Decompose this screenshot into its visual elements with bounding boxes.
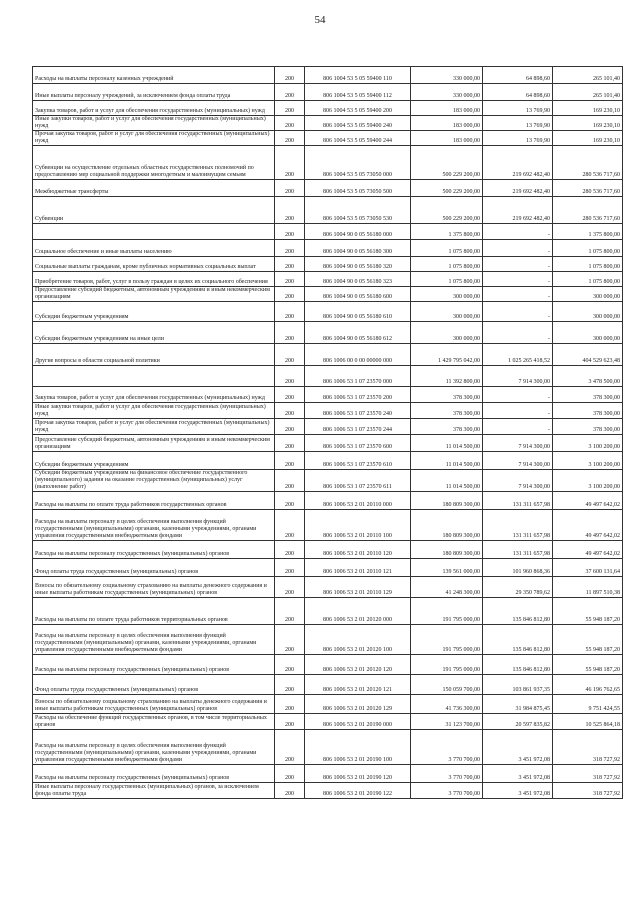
row-classification-cell: 806 1004 90 0 05 56180 323: [305, 272, 411, 287]
row-remaining-cell: 280 536 717,60: [553, 180, 623, 197]
row-executed-cell: 13 769,90: [483, 101, 553, 116]
table-row: [33, 541, 623, 559]
table-row: [33, 695, 623, 714]
table-row: [33, 655, 623, 675]
row-classification-cell: 806 1004 53 5 05 73050 530: [305, 197, 411, 224]
row-code-cell: 200: [275, 541, 305, 559]
row-remaining-cell: 169 230,10: [553, 116, 623, 131]
row-classification-cell: 806 1006 53 1 07 23570 244: [305, 419, 411, 435]
row-name-cell: Расходы на выплаты персоналу в целях обеспечения выполнения функций государственными (муниципальными) органами, казенными учреждениями, органами управления государственными внебюджетными фондами: [33, 510, 275, 541]
row-classification-cell: 806 1004 90 0 05 56180 600: [305, 287, 411, 302]
row-name-cell: Взносы по обязательному социальному страхованию на выплаты денежного содержания и иные выплаты работникам государственных (муниципальных) органов: [33, 695, 275, 714]
row-remaining-cell: 46 196 762,65: [553, 675, 623, 695]
row-classification-cell: 806 1004 53 5 05 59400 110: [305, 67, 411, 84]
row-name-cell: [33, 224, 275, 240]
row-classification-cell: 806 1006 53 2 01 20110 100: [305, 510, 411, 541]
row-executed-cell: 3 451 972,08: [483, 765, 553, 783]
table-row: [33, 730, 623, 765]
row-name-cell: [33, 366, 275, 387]
table-row: [33, 675, 623, 695]
row-name-cell: Закупка товаров, работ и услуг для обеспечения государственных (муниципальных) нужд: [33, 101, 275, 116]
row-code-cell: 200: [275, 197, 305, 224]
row-code-cell: 200: [275, 344, 305, 366]
table-row: [33, 435, 623, 452]
row-executed-cell: 13 769,90: [483, 116, 553, 131]
row-classification-cell: 806 1006 53 2 01 20120 129: [305, 695, 411, 714]
row-name-cell: Субвенции на осуществление отдельных областных государственных полномочий по предоставлению мер социальной поддержки многодетным и малоимущим семьям: [33, 146, 275, 180]
row-classification-cell: 806 1006 53 2 01 20190 120: [305, 765, 411, 783]
row-remaining-cell: 3 478 500,00: [553, 366, 623, 387]
row-code-cell: 200: [275, 322, 305, 344]
row-approved-cell: 191 795 000,00: [411, 598, 483, 625]
row-executed-cell: 131 311 657,98: [483, 510, 553, 541]
table-row: [33, 84, 623, 101]
row-remaining-cell: 378 300,00: [553, 403, 623, 419]
row-code-cell: 200: [275, 675, 305, 695]
row-code-cell: 200: [275, 783, 305, 799]
row-approved-cell: 378 300,00: [411, 387, 483, 403]
table-row: [33, 452, 623, 470]
row-code-cell: 200: [275, 224, 305, 240]
row-classification-cell: 806 1006 53 2 01 20120 000: [305, 598, 411, 625]
row-remaining-cell: 55 948 187,20: [553, 655, 623, 675]
row-code-cell: 200: [275, 419, 305, 435]
row-executed-cell: 135 846 812,80: [483, 655, 553, 675]
row-code-cell: 200: [275, 366, 305, 387]
row-approved-cell: 500 229 200,00: [411, 197, 483, 224]
row-remaining-cell: 280 536 717,60: [553, 197, 623, 224]
row-code-cell: 200: [275, 695, 305, 714]
row-name-cell: Прочая закупка товаров, работ и услуг для обеспечения государственных (муниципальных) нужд: [33, 131, 275, 146]
table-row: [33, 197, 623, 224]
row-classification-cell: 806 1006 53 2 01 20110 000: [305, 492, 411, 510]
row-executed-cell: 219 692 482,40: [483, 180, 553, 197]
row-executed-cell: 219 692 482,40: [483, 146, 553, 180]
row-approved-cell: 150 059 700,00: [411, 675, 483, 695]
row-code-cell: 200: [275, 655, 305, 675]
row-approved-cell: 183 000,00: [411, 131, 483, 146]
row-classification-cell: 806 1006 53 2 01 20110 121: [305, 559, 411, 577]
row-code-cell: 200: [275, 287, 305, 302]
row-executed-cell: -: [483, 287, 553, 302]
row-name-cell: Взносы по обязательному социальному страхованию на выплаты денежного содержания и иные выплаты работникам государственных (муниципальных) органов: [33, 577, 275, 598]
row-classification-cell: 806 1004 53 5 05 73050 500: [305, 180, 411, 197]
row-approved-cell: 180 809 300,00: [411, 541, 483, 559]
row-code-cell: 200: [275, 101, 305, 116]
row-code-cell: 200: [275, 387, 305, 403]
row-executed-cell: 20 597 835,82: [483, 714, 553, 730]
table-row: [33, 559, 623, 577]
row-name-cell: Субсидии бюджетным учреждениям на финансовое обеспечение государственного (муниципального) задания на оказание государственных (муниципальных) услуг (выполнение работ): [33, 470, 275, 492]
row-classification-cell: 806 1006 53 2 01 20110 120: [305, 541, 411, 559]
row-classification-cell: 806 1006 00 0 00 00000 000: [305, 344, 411, 366]
row-classification-cell: 806 1004 53 5 05 59400 200: [305, 101, 411, 116]
row-executed-cell: -: [483, 240, 553, 257]
row-name-cell: Закупка товаров, работ и услуг для обеспечения государственных (муниципальных) нужд: [33, 387, 275, 403]
table-row: [33, 257, 623, 272]
row-code-cell: 200: [275, 510, 305, 541]
row-name-cell: Расходы на выплаты персоналу государственных (муниципальных) органов: [33, 655, 275, 675]
row-code-cell: 200: [275, 435, 305, 452]
row-code-cell: 200: [275, 146, 305, 180]
row-name-cell: Расходы на выплаты по оплате труда работников государственных органов: [33, 492, 275, 510]
row-executed-cell: 1 025 265 418,52: [483, 344, 553, 366]
row-remaining-cell: 300 000,00: [553, 302, 623, 322]
table-row: [33, 783, 623, 799]
row-code-cell: 200: [275, 84, 305, 101]
row-code-cell: 200: [275, 116, 305, 131]
row-classification-cell: 806 1006 53 2 01 20120 121: [305, 675, 411, 695]
row-name-cell: Субвенции: [33, 197, 275, 224]
row-approved-cell: 3 770 700,00: [411, 765, 483, 783]
table-row: [33, 67, 623, 84]
row-approved-cell: 139 561 000,00: [411, 559, 483, 577]
row-executed-cell: 64 898,60: [483, 84, 553, 101]
row-code-cell: 200: [275, 67, 305, 84]
row-classification-cell: 806 1006 53 1 07 23570 600: [305, 435, 411, 452]
row-classification-cell: 806 1006 53 2 01 20120 120: [305, 655, 411, 675]
row-name-cell: Предоставление субсидий бюджетным, автономным учреждениям и иным некоммерческим организациям: [33, 435, 275, 452]
table-row: [33, 322, 623, 344]
table-row: [33, 714, 623, 730]
row-code-cell: 200: [275, 492, 305, 510]
row-name-cell: Расходы на выплаты персоналу в целях обеспечения выполнения функций государственными (муниципальными) органами, казенными учреждениями, органами управления государственными внебюджетными фондами: [33, 730, 275, 765]
row-executed-cell: -: [483, 302, 553, 322]
table-row: [33, 403, 623, 419]
row-remaining-cell: 318 727,92: [553, 765, 623, 783]
row-classification-cell: 806 1004 90 0 05 56180 612: [305, 322, 411, 344]
row-remaining-cell: 49 497 642,02: [553, 492, 623, 510]
row-code-cell: 200: [275, 452, 305, 470]
row-approved-cell: 183 000,00: [411, 116, 483, 131]
table-row: [33, 492, 623, 510]
row-executed-cell: 219 692 482,40: [483, 197, 553, 224]
row-remaining-cell: 1 375 800,00: [553, 224, 623, 240]
row-executed-cell: -: [483, 224, 553, 240]
row-code-cell: 200: [275, 403, 305, 419]
row-name-cell: Иные выплаты персоналу государственных (муниципальных) органов, за исключением фонда оплаты труда: [33, 783, 275, 799]
row-executed-cell: 31 984 875,45: [483, 695, 553, 714]
row-code-cell: 200: [275, 559, 305, 577]
row-name-cell: Социальные выплаты гражданам, кроме публичных нормативных социальных выплат: [33, 257, 275, 272]
row-classification-cell: 806 1004 53 5 05 59400 112: [305, 84, 411, 101]
row-classification-cell: 806 1006 53 2 01 20190 122: [305, 783, 411, 799]
row-remaining-cell: 300 000,00: [553, 322, 623, 344]
row-executed-cell: 7 914 300,00: [483, 470, 553, 492]
table-row: [33, 470, 623, 492]
row-approved-cell: 11 392 800,00: [411, 366, 483, 387]
row-code-cell: 200: [275, 470, 305, 492]
row-code-cell: 200: [275, 240, 305, 257]
row-executed-cell: -: [483, 403, 553, 419]
row-name-cell: Межбюджетные трансферты: [33, 180, 275, 197]
row-remaining-cell: 1 075 800,00: [553, 272, 623, 287]
row-classification-cell: 806 1004 90 0 05 56180 300: [305, 240, 411, 257]
row-approved-cell: 330 000,00: [411, 84, 483, 101]
row-approved-cell: 300 000,00: [411, 302, 483, 322]
table-row: [33, 366, 623, 387]
row-name-cell: Расходы на выплаты персоналу казенных учреждений: [33, 67, 275, 84]
row-approved-cell: 180 809 300,00: [411, 510, 483, 541]
row-executed-cell: -: [483, 419, 553, 435]
table-row: [33, 180, 623, 197]
row-name-cell: Расходы на выплаты персоналу государственных (муниципальных) органов: [33, 765, 275, 783]
row-remaining-cell: 1 075 800,00: [553, 240, 623, 257]
row-approved-cell: 330 000,00: [411, 67, 483, 84]
table-row: [33, 240, 623, 257]
row-executed-cell: 131 311 657,98: [483, 492, 553, 510]
row-name-cell: Расходы на выплаты персоналу в целях обеспечения выполнения функций государственными (муниципальными) органами, казенными учреждениями, органами управления государственными внебюджетными фондами: [33, 625, 275, 655]
row-executed-cell: 13 769,90: [483, 131, 553, 146]
row-approved-cell: 1 075 800,00: [411, 272, 483, 287]
table-row: [33, 387, 623, 403]
row-classification-cell: 806 1006 53 1 07 23570 611: [305, 470, 411, 492]
table-row: [33, 419, 623, 435]
row-classification-cell: 806 1004 53 5 05 59400 244: [305, 131, 411, 146]
row-executed-cell: 7 914 300,00: [483, 452, 553, 470]
row-approved-cell: 11 014 500,00: [411, 452, 483, 470]
row-name-cell: Иные закупки товаров, работ и услуг для обеспечения государственных (муниципальных) нужд: [33, 403, 275, 419]
row-remaining-cell: 318 727,92: [553, 730, 623, 765]
row-remaining-cell: 49 497 642,02: [553, 510, 623, 541]
row-name-cell: Прочая закупка товаров, работ и услуг для обеспечения государственных (муниципальных) нужд: [33, 419, 275, 435]
row-name-cell: Расходы на выплаты по оплате труда работников территориальных органов: [33, 598, 275, 625]
table-row: [33, 510, 623, 541]
row-classification-cell: 806 1006 53 1 07 23570 610: [305, 452, 411, 470]
table-row: [33, 101, 623, 116]
row-code-cell: 200: [275, 598, 305, 625]
row-approved-cell: 191 795 000,00: [411, 655, 483, 675]
row-approved-cell: 378 300,00: [411, 403, 483, 419]
row-remaining-cell: 9 751 424,55: [553, 695, 623, 714]
row-remaining-cell: 3 100 200,00: [553, 452, 623, 470]
row-remaining-cell: 10 525 864,18: [553, 714, 623, 730]
table-row: [33, 765, 623, 783]
row-approved-cell: 41 736 300,00: [411, 695, 483, 714]
row-approved-cell: 3 770 700,00: [411, 783, 483, 799]
row-remaining-cell: 318 727,92: [553, 783, 623, 799]
row-name-cell: Другие вопросы в области социальной политики: [33, 344, 275, 366]
row-executed-cell: 64 898,60: [483, 67, 553, 84]
row-classification-cell: 806 1006 53 2 01 20120 100: [305, 625, 411, 655]
row-approved-cell: 1 075 800,00: [411, 257, 483, 272]
row-approved-cell: 300 000,00: [411, 287, 483, 302]
row-remaining-cell: 49 497 642,02: [553, 541, 623, 559]
row-approved-cell: 1 075 800,00: [411, 240, 483, 257]
row-remaining-cell: 55 948 187,20: [553, 625, 623, 655]
row-executed-cell: 135 846 812,80: [483, 598, 553, 625]
row-name-cell: Приобретение товаров, работ, услуг в пользу граждан в целях их социального обеспечения: [33, 272, 275, 287]
row-code-cell: 200: [275, 302, 305, 322]
row-executed-cell: -: [483, 387, 553, 403]
table-row: [33, 224, 623, 240]
row-executed-cell: 7 914 300,00: [483, 435, 553, 452]
row-executed-cell: 101 960 868,36: [483, 559, 553, 577]
row-classification-cell: 806 1004 90 0 05 56180 610: [305, 302, 411, 322]
row-name-cell: Субсидии бюджетным учреждениям на иные цели: [33, 322, 275, 344]
row-executed-cell: -: [483, 257, 553, 272]
row-code-cell: 200: [275, 625, 305, 655]
row-remaining-cell: 169 230,10: [553, 101, 623, 116]
row-code-cell: 200: [275, 577, 305, 598]
row-approved-cell: 500 229 200,00: [411, 180, 483, 197]
table-row: [33, 131, 623, 146]
row-name-cell: Расходы на обеспечение функций государственных органов, в том числе территориальных органов: [33, 714, 275, 730]
row-executed-cell: 7 914 300,00: [483, 366, 553, 387]
row-approved-cell: 41 248 300,00: [411, 577, 483, 598]
row-classification-cell: 806 1004 90 0 05 56180 000: [305, 224, 411, 240]
row-code-cell: 200: [275, 272, 305, 287]
table-row: [33, 625, 623, 655]
row-classification-cell: 806 1004 53 5 05 73050 000: [305, 146, 411, 180]
row-executed-cell: -: [483, 272, 553, 287]
row-approved-cell: 300 000,00: [411, 322, 483, 344]
row-code-cell: 200: [275, 180, 305, 197]
row-approved-cell: 11 014 500,00: [411, 435, 483, 452]
row-name-cell: Расходы на выплаты персоналу государственных (муниципальных) органов: [33, 541, 275, 559]
row-executed-cell: 131 311 657,98: [483, 541, 553, 559]
row-classification-cell: 806 1006 53 1 07 23570 240: [305, 403, 411, 419]
row-code-cell: 200: [275, 131, 305, 146]
row-name-cell: Субсидии бюджетным учреждениям: [33, 452, 275, 470]
row-approved-cell: 11 014 500,00: [411, 470, 483, 492]
row-executed-cell: -: [483, 322, 553, 344]
table-row: [33, 116, 623, 131]
row-code-cell: 200: [275, 730, 305, 765]
row-classification-cell: 806 1006 53 1 07 23570 000: [305, 366, 411, 387]
row-name-cell: Фонд оплаты труда государственных (муниципальных) органов: [33, 675, 275, 695]
row-remaining-cell: 280 536 717,60: [553, 146, 623, 180]
row-remaining-cell: 300 000,00: [553, 287, 623, 302]
row-executed-cell: 103 861 937,35: [483, 675, 553, 695]
row-name-cell: Социальное обеспечение и иные выплаты населению: [33, 240, 275, 257]
row-classification-cell: 806 1006 53 2 01 20110 129: [305, 577, 411, 598]
row-name-cell: Предоставление субсидий бюджетным, автономным учреждениям и иным некоммерческим организациям: [33, 287, 275, 302]
table-row: [33, 598, 623, 625]
row-executed-cell: 29 350 789,62: [483, 577, 553, 598]
table-row: [33, 272, 623, 287]
row-remaining-cell: 3 100 200,00: [553, 470, 623, 492]
row-name-cell: Иные закупки товаров, работ и услуг для обеспечения государственных (муниципальных) нужд: [33, 116, 275, 131]
row-remaining-cell: 55 948 187,20: [553, 598, 623, 625]
table-row: [33, 146, 623, 180]
row-approved-cell: 191 795 000,00: [411, 625, 483, 655]
row-name-cell: Субсидии бюджетным учреждениям: [33, 302, 275, 322]
row-executed-cell: 3 451 972,08: [483, 730, 553, 765]
row-remaining-cell: 37 600 131,64: [553, 559, 623, 577]
row-remaining-cell: 378 300,00: [553, 419, 623, 435]
table-row: [33, 577, 623, 598]
row-code-cell: 200: [275, 765, 305, 783]
row-remaining-cell: 265 101,40: [553, 84, 623, 101]
row-code-cell: 200: [275, 714, 305, 730]
row-approved-cell: 3 770 700,00: [411, 730, 483, 765]
budget-table: [32, 66, 623, 799]
row-remaining-cell: 169 230,10: [553, 131, 623, 146]
budget-table-body: [33, 67, 623, 799]
row-approved-cell: 500 229 200,00: [411, 146, 483, 180]
row-classification-cell: 806 1006 53 2 01 20190 000: [305, 714, 411, 730]
row-name-cell: Иные выплаты персоналу учреждений, за исключением фонда оплаты труда: [33, 84, 275, 101]
row-approved-cell: 378 300,00: [411, 419, 483, 435]
row-remaining-cell: 1 075 800,00: [553, 257, 623, 272]
row-classification-cell: 806 1006 53 1 07 23570 200: [305, 387, 411, 403]
row-code-cell: 200: [275, 257, 305, 272]
row-approved-cell: 1 375 800,00: [411, 224, 483, 240]
row-classification-cell: 806 1004 90 0 05 56180 320: [305, 257, 411, 272]
row-remaining-cell: 11 897 510,38: [553, 577, 623, 598]
table-row: [33, 287, 623, 302]
row-remaining-cell: 378 300,00: [553, 387, 623, 403]
table-row: [33, 344, 623, 366]
row-approved-cell: 31 123 700,00: [411, 714, 483, 730]
row-remaining-cell: 3 100 200,00: [553, 435, 623, 452]
row-approved-cell: 180 809 300,00: [411, 492, 483, 510]
row-approved-cell: 1 429 795 042,00: [411, 344, 483, 366]
row-remaining-cell: 404 529 623,48: [553, 344, 623, 366]
row-executed-cell: 135 846 812,80: [483, 625, 553, 655]
row-classification-cell: 806 1004 53 5 05 59400 240: [305, 116, 411, 131]
page-number: 54: [314, 14, 326, 26]
row-name-cell: Фонд оплаты труда государственных (муниципальных) органов: [33, 559, 275, 577]
row-classification-cell: 806 1006 53 2 01 20190 100: [305, 730, 411, 765]
row-executed-cell: 3 451 972,08: [483, 783, 553, 799]
row-approved-cell: 183 000,00: [411, 101, 483, 116]
row-remaining-cell: 265 101,40: [553, 67, 623, 84]
table-row: [33, 302, 623, 322]
